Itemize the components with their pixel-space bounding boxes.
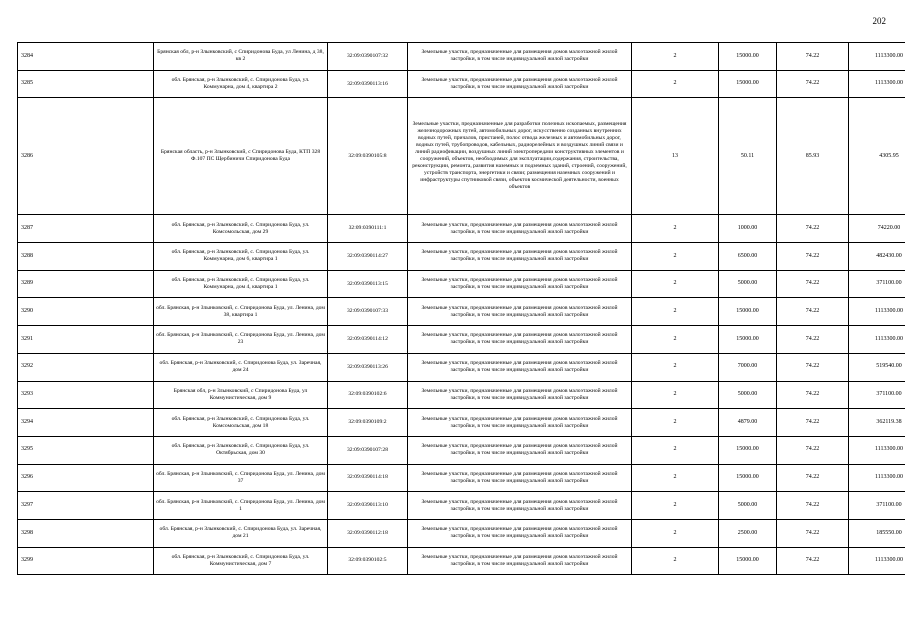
category-cell: 2 [632, 270, 719, 298]
address-cell: обл. Брянская, р-н Злынковский, с. Спиридонова Буда, ул. Коммунарна, дом 4, квартира 1 [154, 270, 328, 298]
rate-cell: 74.22 [777, 298, 849, 326]
permitted-use-cell: Земельные участки, предназначенные для размещения домов малоэтажной жилой застройки, в том числе индивидуальной жилой застройки [408, 326, 632, 354]
table-row [18, 243, 905, 271]
category-cell: 2 [632, 464, 719, 492]
permitted-use-cell: Земельные участки, предназначенные для размещения домов малоэтажной жилой застройки, в том числе индивидуальной жилой застройки [408, 270, 632, 298]
cadastral-value-cell: 74220.00 [849, 215, 905, 243]
rate-cell: 74.22 [777, 464, 849, 492]
area-cell: 5000.00 [719, 381, 777, 409]
category-cell: 2 [632, 519, 719, 547]
area-cell: 6500.00 [719, 243, 777, 271]
cadastral-value-cell: 371100.00 [849, 381, 905, 409]
permitted-use-cell: Земельные участки, предназначенные для размещения домов малоэтажной жилой застройки, в том числе индивидуальной жилой застройки [408, 298, 632, 326]
row-number-cell: 3297 [18, 492, 154, 520]
row-number-cell: 3299 [18, 547, 154, 575]
address-cell: Брянская область, р-н Злынковский, с Спиридонова Буда, КТП 328 Ф.107 ПС Щербиничи Спиридонова Буда [154, 98, 328, 215]
address-cell: обл. Брянская, р-н Злынковский, с. Спиридонова Буда, ул. Октябрьская, дом 30 [154, 436, 328, 464]
area-cell: 50.11 [719, 98, 777, 215]
row-number-cell: 3294 [18, 409, 154, 437]
category-cell: 2 [632, 409, 719, 437]
cadastral-number-cell: 32:09:0390113:26 [328, 353, 408, 381]
category-cell: 2 [632, 298, 719, 326]
row-number-cell: 3286 [18, 98, 154, 215]
rate-cell: 74.22 [777, 381, 849, 409]
area-cell: 1000.00 [719, 215, 777, 243]
rate-cell: 85.93 [777, 98, 849, 215]
permitted-use-cell: Земельные участки, предназначенные для размещения домов малоэтажной жилой застройки, в том числе индивидуальной жилой застройки [408, 243, 632, 271]
rate-cell: 74.22 [777, 547, 849, 575]
cadastral-value-cell: 1113300.00 [849, 464, 905, 492]
rate-cell: 74.22 [777, 353, 849, 381]
row-number-cell: 3291 [18, 326, 154, 354]
row-number-cell: 3287 [18, 215, 154, 243]
cadastral-number-cell: 32:09:0390107:33 [328, 298, 408, 326]
row-number-cell: 3289 [18, 270, 154, 298]
permitted-use-cell: Земельные участки, предназначенные для размещения домов малоэтажной жилой застройки, в том числе индивидуальной жилой застройки [408, 381, 632, 409]
area-cell: 15000.00 [719, 464, 777, 492]
cadastral-number-cell: 32:09:0390113:16 [328, 70, 408, 98]
area-cell: 7000.00 [719, 353, 777, 381]
table-row [18, 70, 905, 98]
rate-cell: 74.22 [777, 70, 849, 98]
row-number-cell: 3284 [18, 43, 154, 71]
category-cell: 13 [632, 98, 719, 215]
table-row [18, 381, 905, 409]
cadastral-value-cell: 1113300.00 [849, 70, 905, 98]
area-cell: 2500.00 [719, 519, 777, 547]
category-cell: 2 [632, 243, 719, 271]
permitted-use-cell: Земельные участки, предназначенные для размещения домов малоэтажной жилой застройки, в том числе индивидуальной жилой застройки [408, 492, 632, 520]
permitted-use-cell: Земельные участки, предназначенные для размещения домов малоэтажной жилой застройки, в том числе индивидуальной жилой застройки [408, 70, 632, 98]
table-row [18, 409, 905, 437]
category-cell: 2 [632, 436, 719, 464]
row-number-cell: 3293 [18, 381, 154, 409]
address-cell: обл. Брянская, р-н Злынковский, с. Спиридонова Буда, ул. Ленина, дом 37 [154, 464, 328, 492]
rate-cell: 74.22 [777, 492, 849, 520]
permitted-use-cell: Земельные участки, предназначенные для размещения домов малоэтажной жилой застройки, в том числе индивидуальной жилой застройки [408, 409, 632, 437]
table-row [18, 270, 905, 298]
table-row [18, 547, 905, 575]
area-cell: 5000.00 [719, 492, 777, 520]
address-cell: обл. Брянская, р-н Злынковский, с. Спиридонова Буда, ул. Заречная, дом 21 [154, 519, 328, 547]
category-cell: 2 [632, 215, 719, 243]
permitted-use-cell: Земельные участки, предназначенные для размещения домов малоэтажной жилой застройки, в том числе индивидуальной жилой застройки [408, 519, 632, 547]
area-cell: 15000.00 [719, 298, 777, 326]
cadastral-value-cell: 482430.00 [849, 243, 905, 271]
area-cell: 15000.00 [719, 43, 777, 71]
cadastral-value-cell: 371100.00 [849, 270, 905, 298]
row-number-cell: 3292 [18, 353, 154, 381]
cadastral-number-cell: 32:09:0390113:15 [328, 270, 408, 298]
cadastral-number-cell: 32:09:0390107:32 [328, 43, 408, 71]
cadastral-number-cell: 32:09:0390114:18 [328, 464, 408, 492]
cadastral-number-cell: 32:09:0390114:12 [328, 326, 408, 354]
area-cell: 4879.00 [719, 409, 777, 437]
cadastral-number-cell: 32:09:0390105:8 [328, 98, 408, 215]
table-row [18, 43, 905, 71]
permitted-use-cell: Земельные участки, предназначенные для размещения домов малоэтажной жилой застройки, в том числе индивидуальной жилой застройки [408, 464, 632, 492]
permitted-use-cell: Земельные участки, предназначенные для размещения домов малоэтажной жилой застройки, в том числе индивидуальной жилой застройки [408, 436, 632, 464]
area-cell: 15000.00 [719, 70, 777, 98]
table-row [18, 492, 905, 520]
table-row [18, 436, 905, 464]
table-row [18, 353, 905, 381]
row-number-cell: 3288 [18, 243, 154, 271]
row-number-cell: 3296 [18, 464, 154, 492]
cadastral-value-cell: 371100.00 [849, 492, 905, 520]
land-plots-table [17, 42, 905, 575]
cadastral-number-cell: 32:09:0390102:5 [328, 547, 408, 575]
cadastral-value-cell: 519540.00 [849, 353, 905, 381]
address-cell: обл. Брянская, р-н Злынковский, с. Спиридонова Буда, ул. Комсомольская, дом 18 [154, 409, 328, 437]
address-cell: Брянская обл, р-н Злынковский, с Спиридонова Буда, ул Коммунистическая, дом 9 [154, 381, 328, 409]
cadastral-number-cell: 32:09:0390112:18 [328, 519, 408, 547]
category-cell: 2 [632, 492, 719, 520]
category-cell: 2 [632, 43, 719, 71]
cadastral-value-cell: 4305.95 [849, 98, 905, 215]
table-row [18, 298, 905, 326]
table-row [18, 326, 905, 354]
address-cell: обл. Брянская, р-н Злынковский, с. Спиридонова Буда, ул. Коммунистическая, дом 7 [154, 547, 328, 575]
table-row [18, 98, 905, 215]
permitted-use-cell: Земельные участки, предназначенные для размещения домов малоэтажной жилой застройки, в том числе индивидуальной жилой застройки [408, 43, 632, 71]
rate-cell: 74.22 [777, 243, 849, 271]
cadastral-number-cell: 32:09:0390111:1 [328, 215, 408, 243]
cadastral-value-cell: 1113300.00 [849, 326, 905, 354]
table-row [18, 464, 905, 492]
address-cell: обл. Брянская, р-н Злынковский, с. Спиридонова Буда, ул. Ленина, дом 23 [154, 326, 328, 354]
permitted-use-cell: Земельные участки, предназначенные для размещения домов малоэтажной жилой застройки, в том числе индивидуальной жилой застройки [408, 215, 632, 243]
rate-cell: 74.22 [777, 215, 849, 243]
row-number-cell: 3290 [18, 298, 154, 326]
address-cell: обл. Брянская, р-н Злынковский, с. Спиридонова Буда, ул. Ленина, дом 38, квартира 1 [154, 298, 328, 326]
category-cell: 2 [632, 326, 719, 354]
cadastral-value-cell: 362119.38 [849, 409, 905, 437]
address-cell: Брянская обл, р-н Злынковский, с Спиридонова Буда, ул Ленина, д 38, кв 2 [154, 43, 328, 71]
area-cell: 15000.00 [719, 326, 777, 354]
rate-cell: 74.22 [777, 436, 849, 464]
page-number: 202 [872, 16, 886, 26]
permitted-use-cell: Земельные участки, предназначенные для разработки полезных ископаемых, размещения железнодорожных путей, автомобильных дорог, искусственно созданных внутренних водных путей, причалов, пристаней, полос отвода железных и автомобильных дорог, водных путей, трубопроводов, кабельных, радиорелейных и воздушных линий связи и линий радиофикации, воздушных линий электропередачи конструктивных элементов и сооружений, объектов, необходимых для эксплуатации,содержания, строительства, реконструкции, ремонта, развития наземных и подземных зданий, строений, сооружений, устройств транспорта, энергетики и связи; размещения наземных сооружений и инфраструктуры спутниковой связи, объектов космической деятельности, военных объектов [408, 98, 632, 215]
row-number-cell: 3298 [18, 519, 154, 547]
table-row [18, 519, 905, 547]
cadastral-number-cell: 32:09:0390113:10 [328, 492, 408, 520]
row-number-cell: 3295 [18, 436, 154, 464]
address-cell: обл. Брянская, р-н Злынковский, с. Спиридонова Буда, ул. Комсомольская, дом 29 [154, 215, 328, 243]
cadastral-number-cell: 32:09:0390102:6 [328, 381, 408, 409]
permitted-use-cell: Земельные участки, предназначенные для размещения домов малоэтажной жилой застройки, в том числе индивидуальной жилой застройки [408, 547, 632, 575]
cadastral-value-cell: 1113300.00 [849, 43, 905, 71]
rate-cell: 74.22 [777, 326, 849, 354]
address-cell: обл. Брянская, р-н Злынковский, с. Спиридонова Буда, ул. Заречная, дом 24 [154, 353, 328, 381]
area-cell: 15000.00 [719, 547, 777, 575]
address-cell: обл. Брянская, р-н Злынковский, с. Спиридонова Буда, ул. Коммунарна, дом 6, квартира 1 [154, 243, 328, 271]
cadastral-value-cell: 1113300.00 [849, 436, 905, 464]
cadastral-number-cell: 32:09:0390107:28 [328, 436, 408, 464]
area-cell: 15000.00 [719, 436, 777, 464]
rate-cell: 74.22 [777, 519, 849, 547]
row-number-cell: 3285 [18, 70, 154, 98]
rate-cell: 74.22 [777, 43, 849, 71]
cadastral-value-cell: 1113300.00 [849, 298, 905, 326]
permitted-use-cell: Земельные участки, предназначенные для размещения домов малоэтажной жилой застройки, в том числе индивидуальной жилой застройки [408, 353, 632, 381]
category-cell: 2 [632, 70, 719, 98]
table-row [18, 215, 905, 243]
cadastral-number-cell: 32:09:0390114:27 [328, 243, 408, 271]
cadastral-value-cell: 1113300.00 [849, 547, 905, 575]
category-cell: 2 [632, 381, 719, 409]
address-cell: обл. Брянская, р-н Злынковский, с. Спиридонова Буда, ул. Ленина, дом 1 [154, 492, 328, 520]
cadastral-value-cell: 185550.00 [849, 519, 905, 547]
cadastral-number-cell: 32:09:0390109:2 [328, 409, 408, 437]
address-cell: обл. Брянская, р-н Злынковский, с. Спиридонова Буда, ул. Коммунарна, дом 4, квартира 2 [154, 70, 328, 98]
category-cell: 2 [632, 547, 719, 575]
rate-cell: 74.22 [777, 270, 849, 298]
rate-cell: 74.22 [777, 409, 849, 437]
category-cell: 2 [632, 353, 719, 381]
area-cell: 5000.00 [719, 270, 777, 298]
